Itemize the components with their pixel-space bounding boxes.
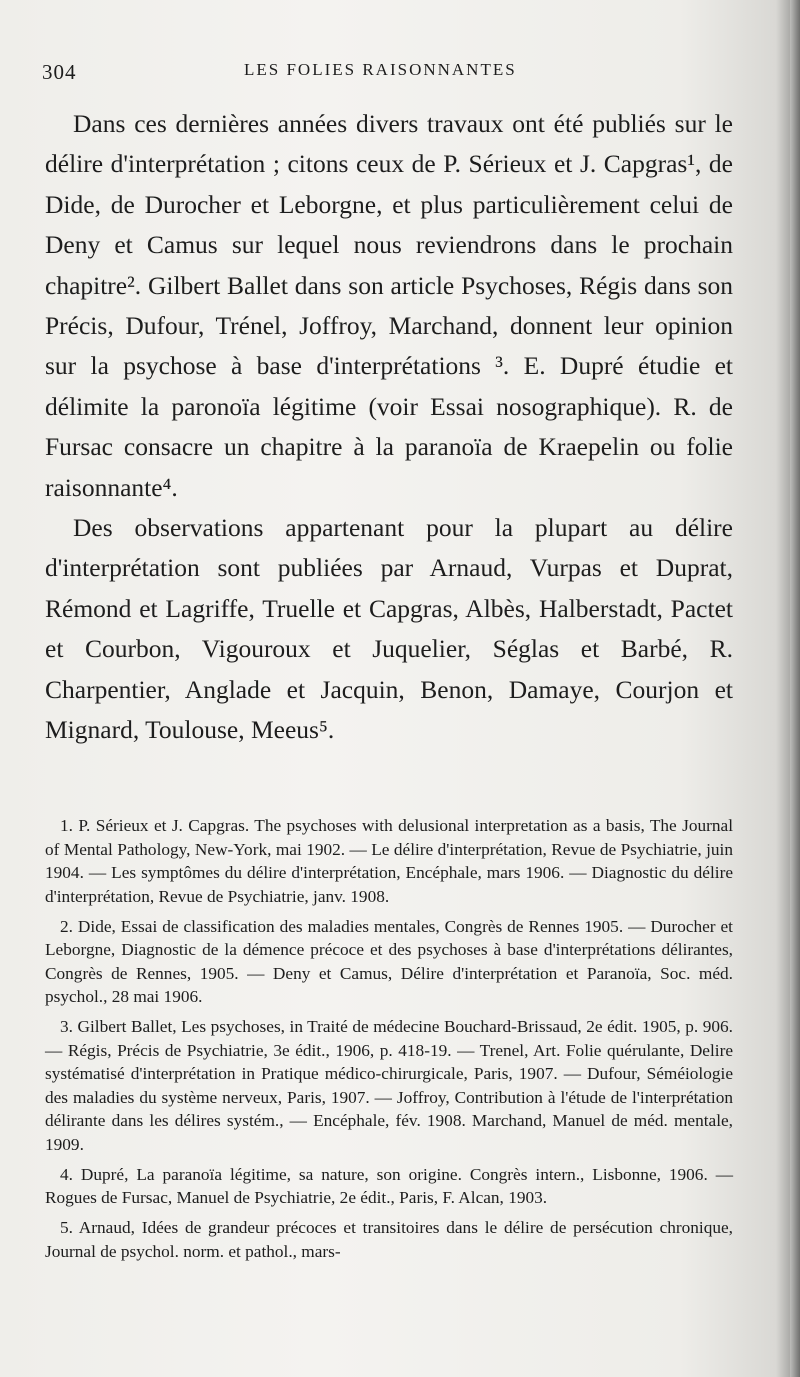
footnotes bbox=[45, 814, 733, 1270]
body-paragraph-2: Des observations appartenant pour la plupart au délire d'interprétation sont publiées par Arnaud, Vurpas et Duprat, Rémond et Lagriffe, Truelle et Capgras, Albès, Halberstadt, Pactet et Courbon, Vigouroux et Juquelier, Séglas et Barbé, R. Charpentier, Anglade et Jacquin, Benon, Damaye, Courjon et Mignard, Toulouse, Meeus⁵. bbox=[45, 513, 733, 745]
page-number: 304 bbox=[42, 60, 77, 84]
body-paragraph-1: Dans ces dernières années divers travaux ont été publiés sur le délire d'interprétation ; citons ceux de P. Sérieux et J. Capgras¹, de Dide, de Durocher et Leborgne, et plus particulièrement celui de Deny et Camus sur lequel nous reviendrons dans le prochain chapitre². Gilbert Ballet dans son article Psychoses, Régis dans son Précis, Dufour, Trénel, Joffroy, Marchand, donnent leur opinion sur la psychose à base d'interprétations ³. E. Dupré étudie et délimite la paronoïa légitime (voir Essai nosographique). R. de Fursac consacre un chapitre à la paranoïa de Kraepelin ou folie raisonnante⁴. bbox=[45, 109, 733, 502]
page-edge-shadow bbox=[790, 0, 800, 1377]
footnote-2: 2. Dide, Essai de classification des maladies mentales, Congrès de Rennes 1905. — Durocher et Leborgne, Diagnostic de la démence précoce et des psychoses à base d'interprétations délirantes, Congrès de Rennes, 1905. — Deny et Camus, Délire d'interprétation et Paranoïa, Soc. méd. psychol., 28 mai 1906. bbox=[45, 916, 733, 1006]
page-header bbox=[42, 60, 742, 90]
footnote-4: 4. Dupré, La paranoïa légitime, sa nature, son origine. Congrès intern., Lisbonne, 1906. — Rogues de Fursac, Manuel de Psychiatrie, 2e édit., Paris, F. Alcan, 1903. bbox=[45, 1164, 733, 1207]
footnote-3: 3. Gilbert Ballet, Les psychoses, in Traité de médecine Bouchard-Brissaud, 2e édit. 1905, p. 906. — Régis, Précis de Psychiatrie, 3e édit., 1906, p. 418-19. — Trenel, Art. Folie quérulante, Delire systématisé d'interprétation in Pratique médico-chirurgicale, Paris, 1907. — Dufour, Séméiologie des maladies du système nerveux, Paris, 1907. — Joffroy, Contribution à l'étude de l'interprétation délirante dans les délires systém., — Encéphale, fév. 1908. Marchand, Manuel de méd. mentale, 1909. bbox=[45, 1017, 733, 1154]
main-text bbox=[45, 104, 733, 751]
running-head: LES FOLIES RAISONNANTES bbox=[244, 60, 517, 79]
footnote-5: 5. Arnaud, Idées de grandeur précoces et transitoires dans le délire de persécution chronique, Journal de psychol. norm. et pathol., mars- bbox=[45, 1218, 733, 1261]
footnote-1: 1. P. Sérieux et J. Capgras. The psychoses with delusional interpretation as a basis, The Journal of Mental Pathology, New-York, mai 1902. — Le délire d'interprétation, Revue de Psychiatrie, juin 1904. — Les symptômes du délire d'interprétation, Encéphale, mars 1906. — Diagnostic du délire d'interprétation, Revue de Psychiatrie, janv. 1908. bbox=[45, 816, 733, 906]
